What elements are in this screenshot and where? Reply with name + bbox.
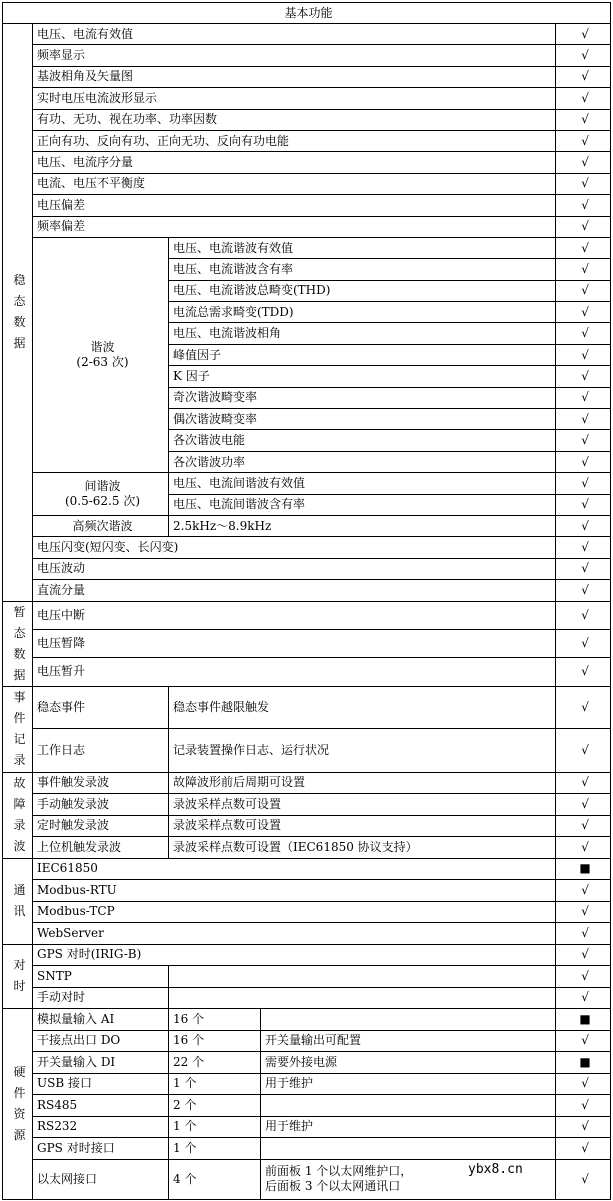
check-mark-cell: √ [556, 1159, 611, 1199]
check-mark-cell: √ [556, 728, 611, 772]
harmonic-item-cell: 电压、电流谐波总畸变(THD) [169, 280, 556, 301]
feature-cell: 电压波动 [33, 558, 556, 579]
table-row [3, 66, 611, 87]
timesync-cell: GPS 对时(IRIG-B) [33, 944, 556, 966]
category-timesync [3, 944, 33, 1009]
check-mark-cell: √ [556, 772, 611, 794]
check-mark-cell: √ [556, 409, 611, 430]
check-mark-cell: √ [556, 880, 611, 902]
interharmonic-item-cell: 电压、电流间谐波有效值 [169, 473, 556, 494]
table-row [3, 987, 611, 1009]
event-name-cell: 工作日志 [33, 728, 169, 772]
table-row [3, 515, 611, 536]
hardware-count-cell: 1 个 [169, 1073, 261, 1095]
harmonic-item-cell: 奇次谐波畸变率 [169, 387, 556, 408]
check-mark-cell: ■ [556, 858, 611, 880]
feature-cell: 正向有功、反向有功、正向无功、反向有功电能 [33, 130, 556, 151]
feature-cell: 电压暂降 [33, 629, 556, 657]
category-label: 故障录波 [13, 776, 26, 854]
check-mark-cell: ■ [556, 1052, 611, 1074]
feature-cell: 电压、电流有效值 [33, 24, 556, 45]
check-mark-cell: √ [556, 601, 611, 629]
hardware-note-cell: 开关量输出可配置 [261, 1030, 556, 1052]
feature-cell: 有功、无功、视在功率、功率因数 [33, 109, 556, 130]
check-mark-cell: √ [556, 66, 611, 87]
check-mark-cell: √ [556, 173, 611, 194]
hardware-count-cell: 16 个 [169, 1030, 261, 1052]
category-comm [3, 858, 33, 944]
harmonic-item-cell: 偶次谐波畸变率 [169, 409, 556, 430]
table-row [3, 537, 611, 558]
table-row [3, 601, 611, 629]
check-mark-cell: √ [556, 451, 611, 472]
check-mark-cell: √ [556, 580, 611, 601]
table-row [3, 1116, 611, 1138]
interharmonic-label: 间谐波 [84, 479, 121, 494]
check-mark-cell: √ [556, 344, 611, 365]
feature-cell: 电压偏差 [33, 195, 556, 216]
spec-table-container [2, 2, 611, 1200]
hardware-count-cell: 16 个 [169, 1009, 261, 1031]
check-mark-cell: √ [556, 494, 611, 515]
table-row [3, 794, 611, 816]
check-mark-cell: √ [556, 473, 611, 494]
table-row [3, 686, 611, 728]
check-mark-cell: √ [556, 558, 611, 579]
table-row [3, 130, 611, 151]
category-label: 硬件资源 [13, 1064, 26, 1142]
harmonic-item-cell: 电压、电流谐波相角 [169, 323, 556, 344]
table-row [3, 216, 611, 237]
table-row [3, 45, 611, 66]
event-name-cell: 稳态事件 [33, 686, 169, 728]
category-label: 对时 [13, 958, 26, 994]
category-transient [3, 601, 33, 686]
check-mark-cell: √ [556, 1095, 611, 1117]
table-row [3, 1138, 611, 1160]
fault-name-cell: 事件触发录波 [33, 772, 169, 794]
table-row [3, 237, 611, 258]
fault-name-cell: 定时触发录波 [33, 815, 169, 837]
hardware-count-cell: 2 个 [169, 1095, 261, 1117]
category-label: 事件记录 [13, 690, 26, 768]
check-mark-cell: √ [556, 923, 611, 945]
table-row [3, 88, 611, 109]
empty-cell [169, 966, 556, 988]
table-row [3, 815, 611, 837]
check-mark-cell: √ [556, 658, 611, 686]
ethernet-note-rear: 后面板 3 个以太网通讯口 [265, 1179, 401, 1194]
check-mark-cell: √ [556, 944, 611, 966]
harmonic-item-cell: 各次谐波功率 [169, 451, 556, 472]
ethernet-note-front: 前面板 1 个以太网维护口， [265, 1164, 413, 1179]
feature-cell: 直流分量 [33, 580, 556, 601]
check-mark-cell: √ [556, 901, 611, 923]
timesync-cell: 手动对时 [33, 987, 169, 1009]
table-header: 基本功能 [3, 3, 611, 24]
high-freq-label-cell: 高频次谐波 [33, 515, 169, 536]
table-row [3, 901, 611, 923]
table-row [3, 772, 611, 794]
hardware-name-cell: RS485 [33, 1095, 169, 1117]
check-mark-cell: √ [556, 966, 611, 988]
feature-cell: 基波相角及矢量图 [33, 66, 556, 87]
comm-protocol-cell: Modbus-RTU [33, 880, 556, 902]
check-mark-cell: √ [556, 152, 611, 173]
spec-table [2, 2, 611, 1200]
hardware-note-cell: 用于维护 [261, 1073, 556, 1095]
check-mark-cell: √ [556, 280, 611, 301]
table-row [3, 837, 611, 859]
check-mark-cell: √ [556, 109, 611, 130]
timesync-cell: SNTP [33, 966, 169, 988]
hardware-name-cell: 以太网接口 [33, 1159, 169, 1199]
interharmonic-range: (0.5-62.5 次) [64, 494, 141, 509]
harmonic-label: 谐波 [90, 340, 115, 355]
hardware-name-cell: 开关量输入 DI [33, 1052, 169, 1074]
fault-desc-cell: 录波采样点数可设置 [169, 815, 556, 837]
hardware-name-cell: 干接点出口 DO [33, 1030, 169, 1052]
fault-name-cell: 手动触发录波 [33, 794, 169, 816]
feature-cell: 实时电压电流波形显示 [33, 88, 556, 109]
hardware-count-cell: 22 个 [169, 1052, 261, 1074]
harmonic-item-cell: 峰值因子 [169, 344, 556, 365]
table-row [3, 195, 611, 216]
check-mark-cell: √ [556, 629, 611, 657]
category-label: 通讯 [13, 883, 26, 919]
table-row [3, 858, 611, 880]
check-mark-cell: √ [556, 837, 611, 859]
interharmonic-item-cell: 电压、电流间谐波含有率 [169, 494, 556, 515]
table-row [3, 1052, 611, 1074]
hardware-note-cell [261, 1095, 556, 1117]
category-hardware [3, 1009, 33, 1200]
table-row [3, 580, 611, 601]
harmonic-item-cell: K 因子 [169, 366, 556, 387]
check-mark-cell: √ [556, 1116, 611, 1138]
fault-name-cell: 上位机触发录波 [33, 837, 169, 859]
check-mark-cell: √ [556, 195, 611, 216]
check-mark-cell: √ [556, 537, 611, 558]
check-mark-cell: ■ [556, 1009, 611, 1031]
comm-protocol-cell: WebServer [33, 923, 556, 945]
hardware-note-cell [261, 1009, 556, 1031]
feature-cell: 电压闪变(短闪变、长闪变) [33, 537, 556, 558]
hardware-name-cell: RS232 [33, 1116, 169, 1138]
table-row [3, 966, 611, 988]
hardware-count-cell: 4 个 [169, 1159, 261, 1199]
table-row [3, 473, 611, 494]
table-row [3, 1009, 611, 1031]
hardware-count-cell: 1 个 [169, 1116, 261, 1138]
check-mark-cell: √ [556, 387, 611, 408]
comm-protocol-cell: IEC61850 [33, 858, 556, 880]
feature-cell: 频率偏差 [33, 216, 556, 237]
harmonic-item-cell: 电流总需求畸变(TDD) [169, 302, 556, 323]
category-fault [3, 772, 33, 858]
check-mark-cell: √ [556, 366, 611, 387]
harmonic-item-cell: 电压、电流谐波含有率 [169, 259, 556, 280]
feature-cell: 电压暂升 [33, 658, 556, 686]
check-mark-cell: √ [556, 216, 611, 237]
table-row [3, 1095, 611, 1117]
table-row [3, 3, 611, 24]
harmonic-item-cell: 各次谐波电能 [169, 430, 556, 451]
hardware-count-cell: 1 个 [169, 1138, 261, 1160]
check-mark-cell: √ [556, 302, 611, 323]
check-mark-cell: √ [556, 88, 611, 109]
table-row [3, 1073, 611, 1095]
feature-cell: 电流、电压不平衡度 [33, 173, 556, 194]
empty-cell [169, 987, 556, 1009]
table-row [3, 24, 611, 45]
table-row [3, 944, 611, 966]
table-row [3, 880, 611, 902]
check-mark-cell: √ [556, 686, 611, 728]
hardware-note-cell: 需要外接电源 [261, 1052, 556, 1074]
check-mark-cell: √ [556, 1138, 611, 1160]
table-row [3, 558, 611, 579]
check-mark-cell: √ [556, 259, 611, 280]
table-row [3, 109, 611, 130]
table-row [3, 923, 611, 945]
check-mark-cell: √ [556, 430, 611, 451]
category-steady [3, 24, 33, 602]
table-row [3, 629, 611, 657]
check-mark-cell: √ [556, 1073, 611, 1095]
check-mark-cell: √ [556, 45, 611, 66]
hardware-name-cell: 模拟量输入 AI [33, 1009, 169, 1031]
interharmonic-group-cell [33, 473, 169, 516]
fault-desc-cell: 故障波形前后周期可设置 [169, 772, 556, 794]
check-mark-cell: √ [556, 515, 611, 536]
feature-cell: 频率显示 [33, 45, 556, 66]
watermark-text: ybx8.cn [468, 1162, 523, 1177]
hardware-note-cell: 用于维护 [261, 1116, 556, 1138]
table-row [3, 152, 611, 173]
table-row [3, 173, 611, 194]
check-mark-cell: √ [556, 130, 611, 151]
check-mark-cell: √ [556, 1030, 611, 1052]
category-label: 稳态数据 [13, 273, 26, 351]
table-row [3, 728, 611, 772]
category-events [3, 686, 33, 772]
harmonic-group-cell [33, 237, 169, 472]
table-row [3, 1030, 611, 1052]
event-desc-cell: 记录装置操作日志、运行状况 [169, 728, 556, 772]
check-mark-cell: √ [556, 237, 611, 258]
event-desc-cell: 稳态事件越限触发 [169, 686, 556, 728]
category-label: 暂态数据 [13, 604, 26, 682]
feature-cell: 电压、电流序分量 [33, 152, 556, 173]
high-freq-value-cell: 2.5kHz～8.9kHz [169, 515, 556, 536]
check-mark-cell: √ [556, 815, 611, 837]
check-mark-cell: √ [556, 987, 611, 1009]
fault-desc-cell: 录波采样点数可设置 [169, 794, 556, 816]
check-mark-cell: √ [556, 323, 611, 344]
check-mark-cell: √ [556, 24, 611, 45]
harmonic-range: (2-63 次) [76, 355, 129, 370]
table-row [3, 658, 611, 686]
fault-desc-cell: 录波采样点数可设置（IEC61850 协议支持） [169, 837, 556, 859]
comm-protocol-cell: Modbus-TCP [33, 901, 556, 923]
hardware-note-cell [261, 1138, 556, 1160]
check-mark-cell: √ [556, 794, 611, 816]
harmonic-item-cell: 电压、电流谐波有效值 [169, 237, 556, 258]
feature-cell: 电压中断 [33, 601, 556, 629]
hardware-name-cell: USB 接口 [33, 1073, 169, 1095]
hardware-name-cell: GPS 对时接口 [33, 1138, 169, 1160]
